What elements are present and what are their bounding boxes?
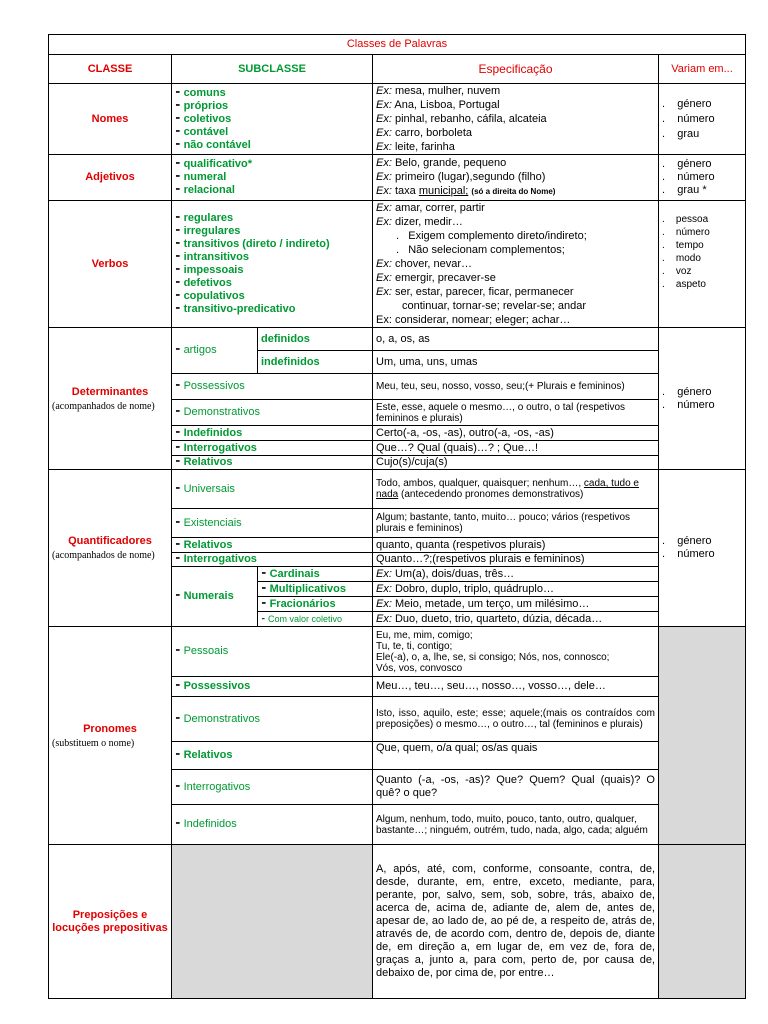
- subclass-demonstrativos-pron: ⁃ Demonstrativos: [172, 697, 373, 742]
- subclass-indefinidos: indefinidos: [258, 351, 373, 374]
- list-item: ⁃ qualificativo*: [175, 158, 253, 170]
- list-item: ⁃ impessoais: [175, 264, 244, 276]
- spec-multiplicativos: Ex: Dobro, duplo, triplo, quádruplo…: [373, 582, 659, 597]
- subclasses-adjetivos: [172, 155, 373, 201]
- subclasses-nomes: [172, 84, 373, 155]
- class-pronomes: Pronomes (substituem o nome): [49, 627, 172, 845]
- list-item: ⁃ transitivos (direto / indireto): [175, 238, 330, 250]
- variam-adjetivos: . género . número . grau *: [659, 155, 746, 201]
- subclass-indefinidos-pron: ⁃ Indefinidos: [172, 805, 373, 845]
- list-item: ⁃ defetivos: [175, 277, 232, 289]
- spec-nomes: Ex: mesa, mulher, nuvem Ex: Ana, Lisboa, Portugal Ex: pinhal, rebanho, cáfila, alcateia Ex: carro, borboleta Ex: leite, farinha: [373, 84, 659, 155]
- list-item: ⁃ relacional: [175, 184, 235, 196]
- subclass-relativos-det: ⁃ Relativos: [172, 456, 373, 470]
- header-especificacao: Especificação: [373, 55, 659, 84]
- list-item: ⁃ não contável: [175, 138, 251, 151]
- subclass-numerais: ⁃ Numerais: [172, 567, 258, 627]
- list-item: ⁃ coletivos: [175, 112, 232, 125]
- header-classe: CLASSE: [49, 55, 172, 84]
- variam-determinantes: . género . número: [659, 328, 746, 470]
- subclass-pessoais: ⁃ Pessoais: [172, 627, 373, 677]
- class-adjetivos: Adjetivos: [49, 155, 172, 201]
- header-variam: Variam em...: [659, 55, 746, 84]
- spec-indefinidos-det: Certo(-a, -os, -as), outro(-a, -os, -as): [373, 426, 659, 441]
- spec-fracionarios: Ex: Meio, metade, um terço, um milésimo…: [373, 597, 659, 612]
- class-nomes: Nomes: [49, 84, 172, 155]
- spec-possessivos: Meu, teu, seu, nosso, vosso, seu;(+ Plurais e femininos): [373, 374, 659, 400]
- spec-definidos: o, a, os, as: [373, 328, 659, 351]
- subclass-possessivos-pron: ⁃ Possessivos: [172, 677, 373, 697]
- classes-table: [48, 34, 746, 999]
- variam-quantificadores: . género . número: [659, 470, 746, 627]
- subclass-universais: ⁃ Universais: [172, 470, 373, 509]
- subclass-existenciais: ⁃ Existenciais: [172, 509, 373, 538]
- spec-demonstrativos: Este, esse, aquele o mesmo…, o outro, o tal (respetivos femininos e plurais): [373, 400, 659, 426]
- spec-indefinidos: Um, uma, uns, umas: [373, 351, 659, 374]
- spec-coletivo: Ex: Duo, dueto, trio, quarteto, dúzia, década…: [373, 612, 659, 627]
- subclass-definidos: definidos: [258, 328, 373, 351]
- class-verbos: Verbos: [49, 201, 172, 328]
- subclass-multiplicativos: ⁃ Multiplicativos: [258, 582, 373, 597]
- spec-possessivos-pron: Meu…, teu…, seu…, nosso…, vosso…, dele…: [373, 677, 659, 697]
- spec-existenciais: Algum; bastante, tanto, muito… pouco; vários (respetivos plurais e femininos): [373, 509, 659, 538]
- spec-preposicoes: A, após, até, com, conforme, consoante, contra, de, desde, durante, em, entre, exceto, mediante, para, perante, por, salvo, sem, sob, sobre, trás, abaixo de, acerca de, acima de, adiante de, alem de, antes de, apesar de, ao lado de, ao pé de, a respeito de, atrás de, através de, de acordo com, dentro de, depois de, diante de, em direção a, em lugar de, em vez de, fora de, graças a, junto a, para com, perto de, por causa de, debaixo de, por cima de, por entre…: [373, 845, 659, 999]
- variam-preposicoes-empty: [659, 845, 746, 999]
- variam-verbos: . pessoa . número . tempo . modo . voz . aspeto: [659, 201, 746, 328]
- spec-interrogativos-quant: Quanto…?;(respetivos plurais e femininos): [373, 553, 659, 567]
- spec-relativos-pron: Que, quem, o/a qual; os/as quais: [373, 742, 659, 770]
- list-item: ⁃ contável: [175, 125, 229, 138]
- class-determinantes: Determinantes (acompanhados de nome): [49, 328, 172, 470]
- subclass-artigos: ⁃ artigos: [172, 328, 258, 374]
- list-item: ⁃ regulares: [175, 212, 234, 224]
- spec-verbos: Ex: amar, correr, partir Ex: dizer, medir… . Exigem complemento direto/indireto; . Não selecionam complementos; Ex: chover, nevar… Ex: emergir, precaver-se Ex: ser, estar, parecer, ficar, permanecer continuar, tornar-se; revelar-se; andar Ex: considerar, nomear; eleger; achar…: [373, 201, 659, 328]
- subclass-fracionarios: ⁃ Fracionários: [258, 597, 373, 612]
- spec-indefinidos-pron: Algum, nenhum, todo, muito, pouco, tanto, outro, qualquer, bastante…; ninguém, outrém, tudo, nada, algo, cada; alguém: [373, 805, 659, 845]
- list-item: ⁃ numeral: [175, 171, 227, 183]
- list-item: ⁃ próprios: [175, 99, 229, 112]
- spec-universais: Todo, ambos, qualquer, quaisquer; nenhum…, cada, tudo e nada (antecedendo pronomes demonstrativos): [373, 470, 659, 509]
- table-title: Classes de Palavras: [49, 35, 746, 55]
- spec-relativos-quant: quanto, quanta (respetivos plurais): [373, 538, 659, 553]
- subclass-indefinidos-det: ⁃ Indefinidos: [172, 426, 373, 441]
- spec-adjetivos: Ex: Belo, grande, pequeno Ex: primeiro (lugar),segundo (filho) Ex: taxa municipal; (só a direita do Nome): [373, 155, 659, 201]
- subclass-interrogativos-quant: ⁃ Interrogativos: [172, 553, 373, 567]
- subclass-possessivos: ⁃ Possessivos: [172, 374, 373, 400]
- list-item: ⁃ copulativos: [175, 290, 245, 302]
- spec-relativos-det: Cujo(s)/cuja(s): [373, 456, 659, 470]
- spec-pessoais: Eu, me, mim, comigo; Tu, te, ti, contigo; Ele(-a), o, a, lhe, se, si consigo; Nós, nos, connosco; Vós, vos, convosco: [373, 627, 659, 677]
- list-item: ⁃ irregulares: [175, 225, 241, 237]
- subclass-interrogativos-pron: ⁃ Interrogativos: [172, 770, 373, 805]
- subclass-demonstrativos: ⁃ Demonstrativos: [172, 400, 373, 426]
- spec-demonstrativos-pron: Isto, isso, aquilo, este; esse; aquele;(mais os contraídos com preposições) o mesmo…, o outro…, tal (femininos e plurais): [373, 697, 659, 742]
- spec-cardinais: Ex: Um(a), dois/duas, três…: [373, 567, 659, 582]
- spec-interrogativos-det: Que…? Qual (quais)…? ; Que…!: [373, 441, 659, 456]
- list-item: ⁃ intransitivos: [175, 251, 249, 263]
- subclass-preposicoes-empty: [172, 845, 373, 999]
- subclasses-verbos: [172, 201, 373, 328]
- subclass-interrogativos-det: ⁃ Interrogativos: [172, 441, 373, 456]
- list-item: ⁃ comuns: [175, 86, 226, 99]
- subclass-coletivo: ⁃ Com valor coletivo: [258, 612, 373, 627]
- class-preposicoes: Preposições e locuções prepositivas: [49, 845, 172, 999]
- subclass-relativos-quant: ⁃ Relativos: [172, 538, 373, 553]
- class-quantificadores: Quantificadores (acompanhados de nome): [49, 470, 172, 627]
- subclass-cardinais: ⁃ Cardinais: [258, 567, 373, 582]
- header-subclasse: SUBCLASSE: [172, 55, 373, 84]
- variam-pronomes-empty: [659, 627, 746, 845]
- subclass-relativos-pron: ⁃ Relativos: [172, 742, 373, 770]
- variam-nomes: . género . número . grau: [659, 84, 746, 155]
- spec-interrogativos-pron: Quanto (-a, -os, -as)? Que? Quem? Qual (quais)? O quê? o que?: [373, 770, 659, 805]
- list-item: ⁃ transitivo-predicativo: [175, 303, 296, 315]
